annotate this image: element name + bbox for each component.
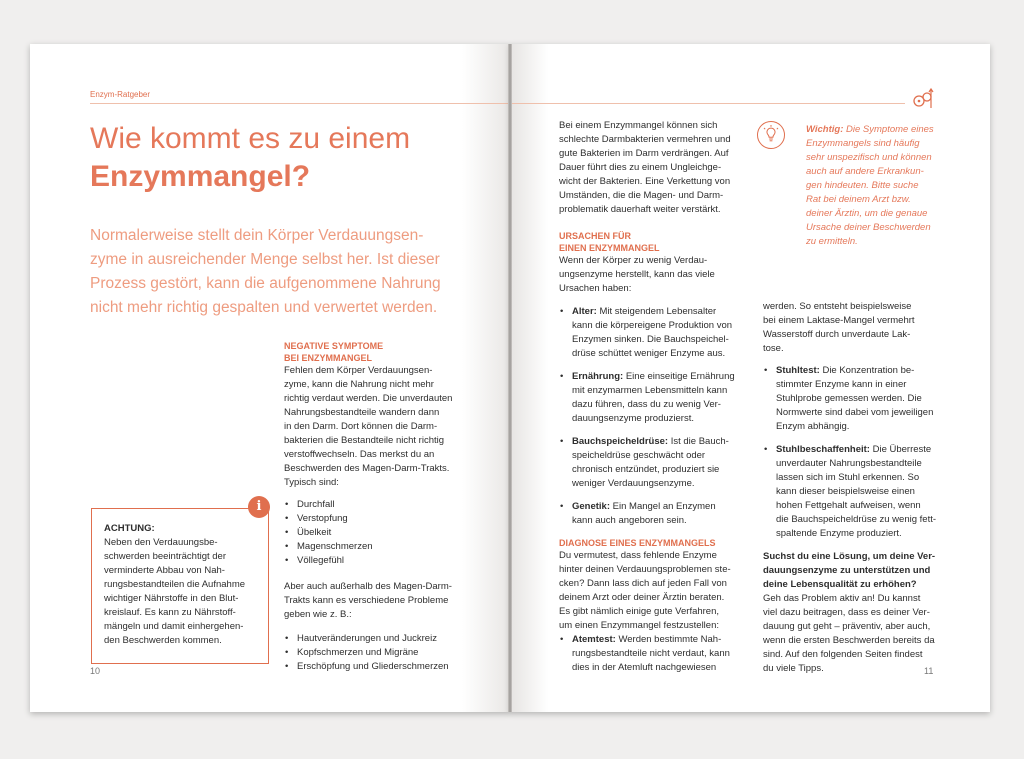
page-number-left: 10: [90, 666, 101, 676]
info-icon: i: [248, 496, 270, 518]
list-item: • Verstopfung: [284, 512, 484, 526]
achtung-content: [104, 522, 264, 648]
causes-intro: Wenn der Körper zu wenig Verdau- ungsenzyme herstellt, kann das viele Ursachen haben:: [559, 255, 715, 294]
negative-symptoms-section: [284, 340, 484, 674]
list-item: • Durchfall: [284, 498, 484, 512]
page-number-right: 11: [924, 666, 934, 676]
third-column: [763, 300, 963, 676]
causes-list: [559, 305, 759, 528]
intro-paragraph: Bei einem Enzymmangel können sich schlechte Darmbakterien vermehren und gute Bakterien im Darm verdrängen. Auf Dauer führt dies zu einem Ungleichge- wicht der Bakterien. Eine Verkettung von Umständen, die die Magen- und Darm- problematik dauerhaft weiter verstärkt.: [559, 120, 731, 215]
list-item: • Übelkeit: [284, 526, 484, 540]
list-item: • Alter: Mit steigendem Lebensalter kann die körpereigene Produktion von Enzymen sinken. Die Bauchspeichel- drüse schüttet weniger Enzyme aus.: [559, 305, 759, 361]
left-page: [30, 44, 510, 712]
diagnosis-list: [559, 633, 759, 675]
spine-fold: [508, 44, 512, 712]
running-header: Enzym-Ratgeber: [90, 90, 151, 99]
diagnosis-heading: DIAGNOSE EINES ENZYMMANGELS: [559, 538, 716, 548]
list-item: • Ernährung: Eine einseitige Ernährung mit enzymarmen Lebensmitteln kann dazu führen, dass du zu wenig Ver- dauungsenzyme produzierst.: [559, 370, 759, 426]
list-item: • Atemtest: Werden bestimmte Nah- rungsbestandteile nicht verdaut, kann dies in der Atemluft nachgewiesen: [559, 633, 759, 675]
causes-heading: URSACHEN FÜR EINEN ENZYMMANGEL: [559, 231, 660, 253]
list-item: • Stuhlbeschaffenheit: Die Überreste unverdauter Nahrungsbestandteile lassen sich im Stuhl erkennen. So kann dieser beispielsweise einen hohen Fettgehalt aufweisen, wenn die Bauchspeicheldrüse zu wenig fett- spaltende Enzyme produziert.: [763, 443, 963, 541]
section-body: Fehlen dem Körper Verdauungsen- zyme, kann die Nahrung nicht mehr richtig verdaut werden. Die unverdauten Nahrungsbestandteile wandern dann in den Darm. Dort können die Darm- bakterien die Bestandteile nicht richtig verstoffwechseln. Das merkst du an Beschwerden des Magen-Darm-Trakts. Typisch sind:: [284, 365, 453, 488]
list-item: • Bauchspeicheldrüse: Ist die Bauch- speicheldrüse geschwächt oder chronisch entzündet, produziert sie weniger Verdauungsenzyme.: [559, 435, 759, 491]
list-item: • Kopfschmerzen und Migräne: [284, 646, 484, 660]
enzyme-logo-icon: [910, 86, 936, 112]
section-body-2: Aber auch außerhalb des Magen-Darm- Trakts kann es verschiedene Probleme geben wie z. B.:: [284, 581, 452, 620]
list-item: • Genetik: Ein Mangel an Enzymen kann auch angeboren sein.: [559, 500, 759, 528]
list-item: • Völlegefühl: [284, 554, 484, 568]
important-note: Wichtig: Die Symptome eines Enzymmangels sind häufig sehr unspezifisch und können auch auf andere Erkrankun- gen hindeuten. Bitte suche Rat bei deinem Arzt bzw. deiner Ärztin, um die genaue Ursache deiner Beschwerden zu ermitteln.: [806, 124, 934, 247]
list-item: • Hautveränderungen und Juckreiz: [284, 632, 484, 646]
closing-question: Suchst du eine Lösung, um deine Ver- dauungsenzyme zu unterstützen und deine Lebensqualität zu erhöhen?: [763, 551, 936, 590]
causes-section: [559, 230, 759, 675]
symptom-list: [284, 498, 484, 568]
achtung-body: Neben den Verdauungsbe- schwerden beeinträchtigt der verminderte Abbau von Nah- rungsbestandteilen die Aufnahme wichtiger Nährstoffe in den Blut- kreislauf. Es kann zu Nährstoff- mängeln und damit einhergehen- den Beschwerden kommen.: [104, 537, 246, 646]
right-page: [510, 44, 990, 712]
tests-list: [763, 364, 963, 541]
closing-paragraph: Geh das Problem aktiv an! Du kannst viel dazu beitragen, dass es deiner Ver- dauung gut geht – präventiv, aber auch, wenn die ersten Beschwerden bereits da sind. Auf den folgenden Seiten findest du viele Tipps.: [763, 593, 935, 674]
problem-list: [284, 632, 484, 674]
page-title-line2: Enzymmangel?: [90, 160, 311, 193]
list-item: • Erschöpfung und Gliederschmerzen: [284, 660, 484, 674]
atemtest-continuation: werden. So entsteht beispielsweise bei einem Laktase-Mangel vermehrt Wasserstoff durch unverdaute Lak- tose.: [763, 301, 915, 354]
lightbulb-icon: [756, 120, 786, 150]
header-rule: [510, 103, 905, 104]
diagnosis-body: Du vermutest, dass fehlende Enzyme hinter deinen Verdauungsproblemen ste- cken? Dann lass dich auf jeden Fall von deinem Arzt oder deiner Ärztin beraten. Es gibt nämlich einige gute Verfahren, um einen Enzymmangel festzustellen:: [559, 550, 731, 631]
list-item: • Magenschmerzen: [284, 540, 484, 554]
header-rule: [90, 103, 510, 104]
achtung-heading: ACHTUNG:: [104, 523, 155, 534]
section-heading: NEGATIVE SYMPTOME BEI ENZYMMANGEL: [284, 341, 384, 363]
page-title-line1: Wie kommt es zu einem: [90, 122, 411, 155]
lead-paragraph: Normalerweise stellt dein Körper Verdauungsen- zyme in ausreichender Menge selbst her. Ist dieser Prozess gestört, kann die aufgenommene Nahrung nicht mehr richtig gespalten und verwertet werden.: [90, 227, 441, 316]
booklet-spread: [30, 44, 990, 712]
list-item: • Stuhltest: Die Konzentration be- stimmter Enzyme kann in einer Stuhlprobe gemessen werden. Die Normwerte sind dabei vom jeweiligen Enzym abhängig.: [763, 364, 963, 434]
